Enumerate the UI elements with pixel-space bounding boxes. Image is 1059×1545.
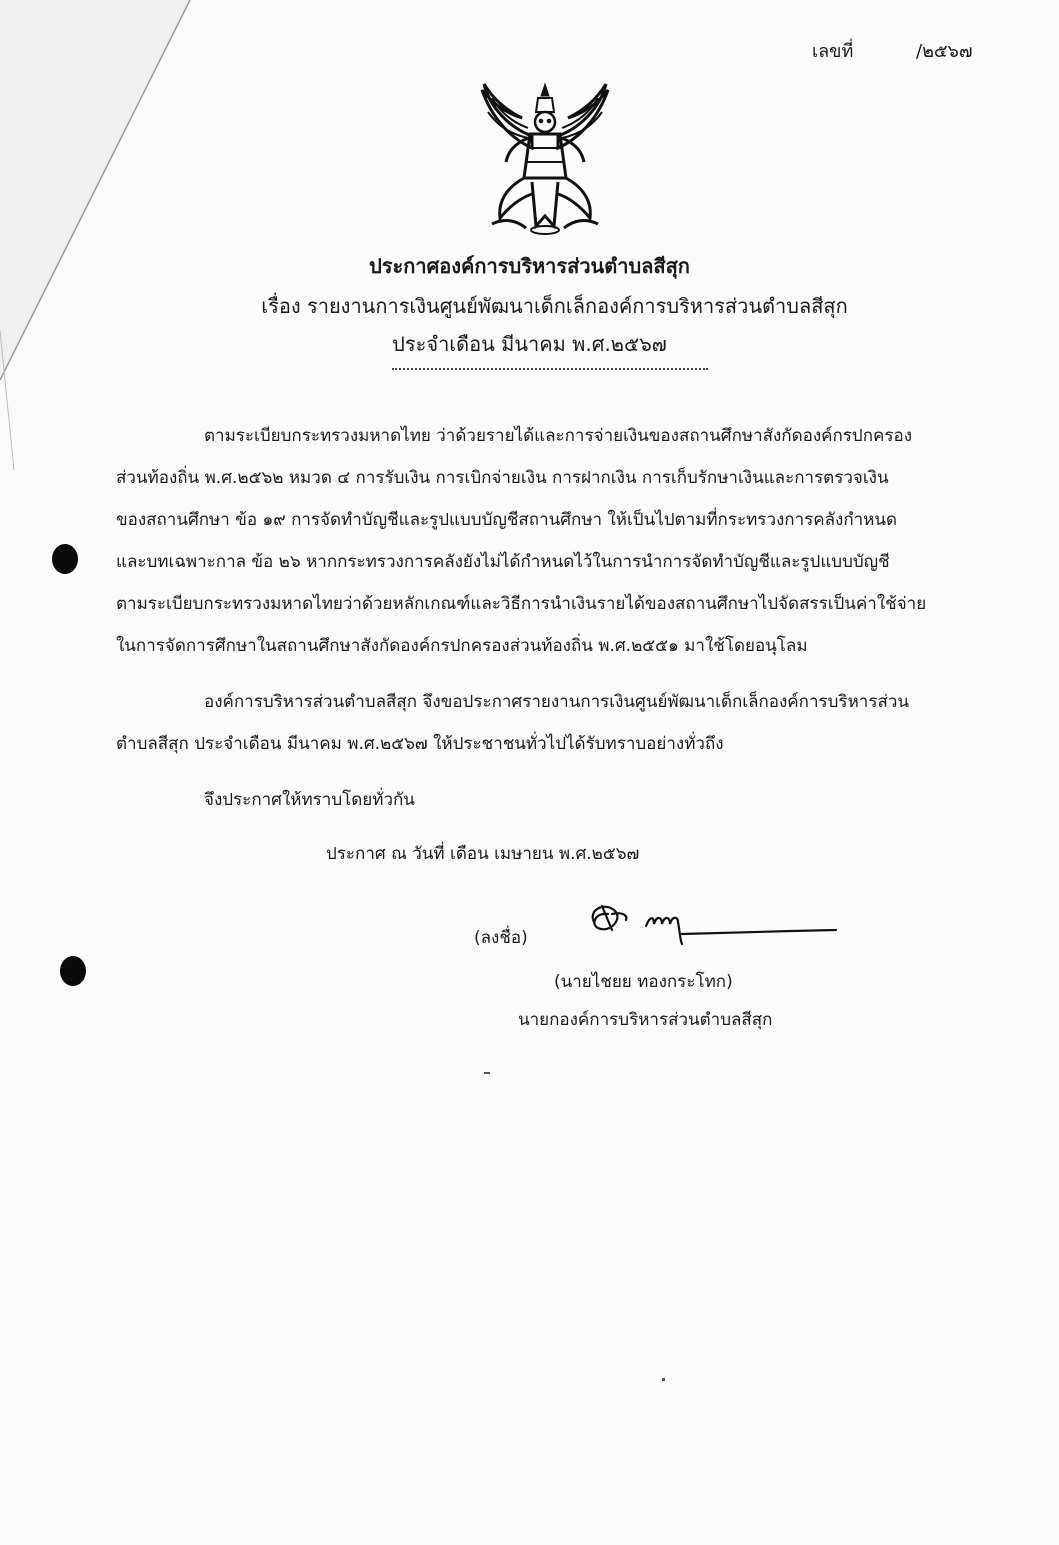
paragraph-1-line: ในการจัดการศึกษาในสถานศึกษาสังกัดองค์กรปกครองส่วนท้องถิ่น พ.ศ.๒๕๕๑ มาใช้โดยอนุโลม <box>116 636 808 656</box>
paper-speck <box>662 1378 665 1381</box>
paragraph-2-line: ตำบลสีสุก ประจำเดือน มีนาคม พ.ศ.๒๕๖๗ ให้ประชาชนทั่วไปได้รับทราบอย่างทั่วถึง <box>116 734 724 754</box>
signer-position: นายกองค์การบริหารส่วนตำบลสีสุก <box>518 1010 773 1030</box>
heading-divider <box>392 360 708 370</box>
paragraph-1-line: และบทเฉพาะกาล ข้อ ๒๖ หากกระทรวงการคลังยังไม่ได้กำหนดไว้ในการนำการจัดทำบัญชีและรูปแบบบัญชี <box>116 552 890 572</box>
document-number-value: /๒๕๖๗ <box>916 41 973 62</box>
paper-speck <box>484 1072 490 1074</box>
announcement-title: ประกาศองค์การบริหารส่วนตำบลสีสุก <box>369 254 690 278</box>
garuda-emblem <box>470 78 620 236</box>
paragraph-1-line: ส่วนท้องถิ่น พ.ศ.๒๕๖๒ หมวด ๔ การรับเงิน การเบิกจ่ายเงิน การฝากเงิน การเก็บรักษาเงินและการตรวจเงิน <box>116 468 889 488</box>
paragraph-1-line: ของสถานศึกษา ข้อ ๑๙ การจัดทำบัญชีและรูปแบบบัญชีสถานศึกษา ให้เป็นไปตามที่กระทรวงการคลังกำหนด <box>116 510 898 530</box>
announcement-date: ประกาศ ณ วันที่ เดือน เมษายน พ.ศ.๒๕๖๗ <box>326 844 640 864</box>
paragraph-2-line: องค์การบริหารส่วนตำบลสีสุก จึงขอประกาศรายงานการเงินศูนย์พัฒนาเด็กเล็กองค์การบริหารส่วน <box>204 692 909 712</box>
signer-name: (นายไชยย ทองกระโทก) <box>554 972 733 992</box>
signature-label: (ลงชื่อ) <box>474 928 528 948</box>
punch-hole <box>52 544 78 574</box>
paragraph-1-line: ตามระเบียบกระทรวงมหาดไทยว่าด้วยหลักเกณฑ์และวิธีการนำเงินรายได้ของสถานศึกษาไปจัดสรรเป็นค่าใช้จ่าย <box>116 594 927 614</box>
punch-hole <box>60 956 86 986</box>
closing-statement: จึงประกาศให้ทราบโดยทั่วกัน <box>204 790 415 810</box>
paragraph-1-line: ตามระเบียบกระทรวงมหาดไทย ว่าด้วยรายได้และการจ่ายเงินของสถานศึกษาสังกัดองค์กรปกครอง <box>204 426 913 446</box>
announcement-period: ประจำเดือน มีนาคม พ.ศ.๒๕๖๗ <box>392 332 667 356</box>
announcement-subject: เรื่อง รายงานการเงินศูนย์พัฒนาเด็กเล็กองค์การบริหารส่วนตำบลสีสุก <box>261 294 848 318</box>
handwritten-signature <box>584 900 840 950</box>
document-number-label: เลขที่ <box>812 41 854 62</box>
